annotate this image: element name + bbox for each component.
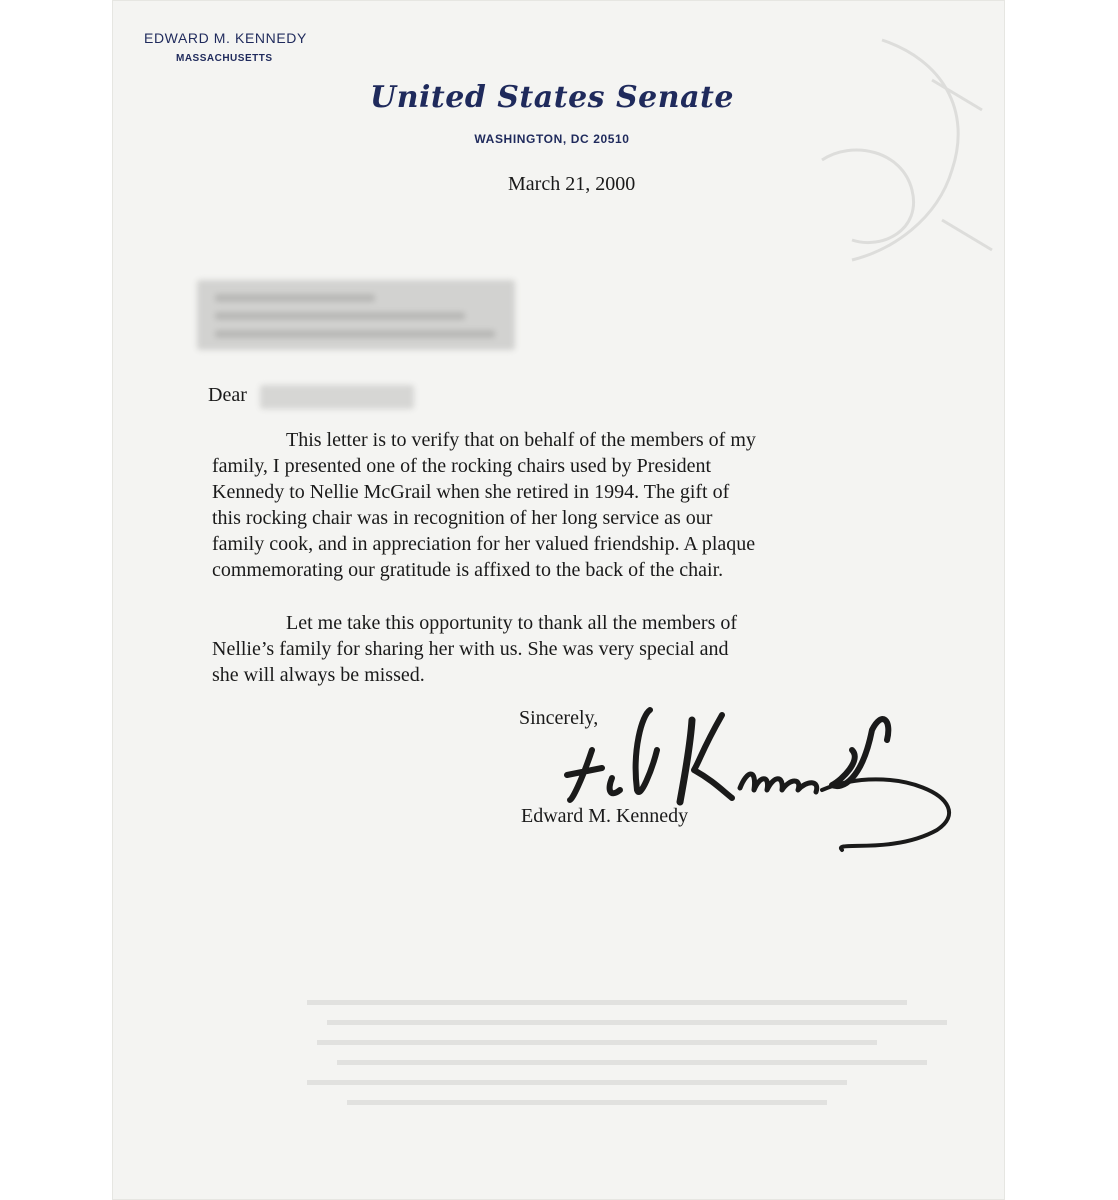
body-line: family cook, and in appreciation for her valued friendship. A plaque xyxy=(212,533,756,555)
body-line: This letter is to verify that on behalf of the members of my xyxy=(286,429,756,451)
body-line: Nellie’s family for sharing her with us. She was very special and xyxy=(212,638,729,660)
sender-name: EDWARD M. KENNEDY xyxy=(144,30,307,46)
body-line: Kennedy to Nellie McGrail when she retired in 1994. The gift of xyxy=(212,481,730,503)
body-paragraph-2 xyxy=(212,610,862,688)
faint-watermark xyxy=(702,20,1002,300)
handwritten-signature xyxy=(562,690,952,880)
redacted-recipient-address xyxy=(197,280,515,350)
reverse-side-bleed xyxy=(307,990,957,1120)
body-paragraph-1 xyxy=(212,427,862,583)
letterhead-title: United States Senate xyxy=(370,80,734,115)
sender-state: MASSACHUSETTS xyxy=(176,53,273,64)
letter-page xyxy=(112,0,1005,1200)
closing: Sincerely, xyxy=(519,707,599,729)
letterhead-address: WASHINGTON, DC 20510 xyxy=(474,132,630,146)
redacted-recipient-name xyxy=(260,385,414,409)
body-line: she will always be missed. xyxy=(212,664,425,686)
letter-date: March 21, 2000 xyxy=(508,173,636,195)
body-line: Let me take this opportunity to thank all the members of xyxy=(286,612,738,634)
body-line: commemorating our gratitude is affixed to the back of the chair. xyxy=(212,559,724,581)
typed-signature-name: Edward M. Kennedy xyxy=(521,805,689,827)
body-line: this rocking chair was in recognition of her long service as our xyxy=(212,507,713,529)
salutation: Dear xyxy=(208,384,247,406)
body-line: family, I presented one of the rocking chairs used by President xyxy=(212,455,712,477)
